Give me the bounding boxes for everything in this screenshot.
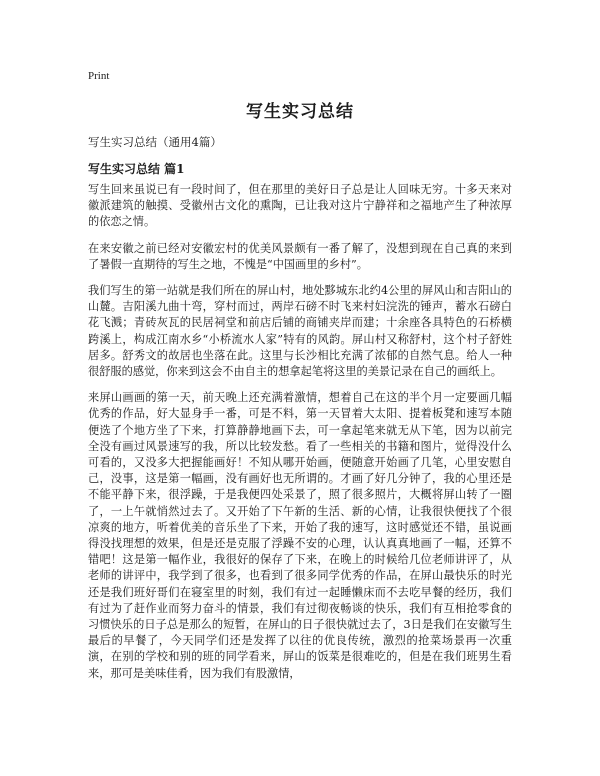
paragraph-2: 在来安徽之前已经对安徽宏村的优美风景颇有一番了解了，没想到现在自己真的来到了暑假一直期待的写生之地，不愧是“中国画里的乡村”。 — [88, 241, 512, 271]
page-title: 写生实习总结 — [246, 102, 354, 122]
section-heading: 写生实习总结 篇1 — [88, 162, 185, 176]
paragraph-4: 来屏山画画的第一天，前天晚上还充满着激情，想着自己在这的半个月一定要画几幅优秀的作品，好大显身手一番，可是不料，第一天冒着大太阳、提着板凳和速写本随便选了个地方坐了下来，打算静静地画下去，可一拿起笔来就无从下笔，因为以前完全没有画过风景速写的我，所以比较发愁。看了一些相关的书籍和图片，觉得没什么可看的，又没多大把握能画好！不知从哪开始画，便随意开始画了几笔，心里安慰自己，没事，这是第一幅画，没有画好也无所谓的。才画了好几分钟了，我的心里还是不能平静下来，很浮躁，于是我便四处采景了，照了很多照片，大概将屏山转了一圈了，一上午就悄然过去了。又开始了下午新的生活、新的心情，让我很快便找了个很凉爽的地方，听着优美的音乐坐了下来，开始了我的速写，这时感觉还不错，虽说画得没找理想的效果，但是还是克服了浮躁不安的心理，认认真真地画了一幅，还算不错吧！这是第一幅作业，我很好的保存了下来，在晚上的时候给几位老师讲评了，从老师的讲评中，我学到了很多，也看到了很多同学优秀的作品，在屏山最快乐的时光还是我们班好哥们在寝室里的时刻，我们有过一起睡懒床而不去吃早餐的经历，我们有过为了赶作业而努力奋斗的情景，我们有过彻夜畅谈的快乐，我们有互相抢零食的习惯快乐的日子总是那么的短暂，在屏山的日子很快就过去了，3日是我们在安徽写生最后的早餐了，今天同学们还是发挥了以往的优良传统，激烈的抢菜场景再一次重演，在别的学校和别的班的同学看来，屏山的饭菜是很难吃的，但是在我们班男生看来，那可是美味佳肴，因为我们有股激情， — [88, 391, 512, 680]
paragraph-1: 写生回来虽说已有一段时间了，但在那里的美好日子总是让人回味无穷。十多天来对徽派建筑的触摸、受徽州古文化的熏陶，已让我对这片宁静祥和之福地产生了种浓厚的依恋之情。 — [88, 183, 512, 229]
paragraph-3: 我们写生的第一站就是我们所在的屏山村，地处黟城东北约4公里的屏风山和吉阳山的山麓。吉阳溪九曲十弯，穿村而过，两岸石磅不时飞来村妇浣洗的锤声，蓄水石磅白花飞溅；青砖灰瓦的民居祠堂和前店后铺的商铺夹岸而建；十余座各具特色的石桥横跨溪上，构成江南水乡“小桥流水人家”特有的风韵。屏山村又称舒村，这个村子舒姓居多。舒秀文的故居也坐落在此。这里与长沙相比充满了浓郁的自然气息。给人一种很舒服的感觉，你来到这会不由自主的想拿起笔将这里的美景记录在自己的画纸上。 — [88, 284, 512, 379]
print-link[interactable]: Print — [88, 70, 110, 82]
document-subtitle: 写生实习总结（通用4篇） — [88, 135, 222, 149]
article-body — [88, 182, 512, 692]
